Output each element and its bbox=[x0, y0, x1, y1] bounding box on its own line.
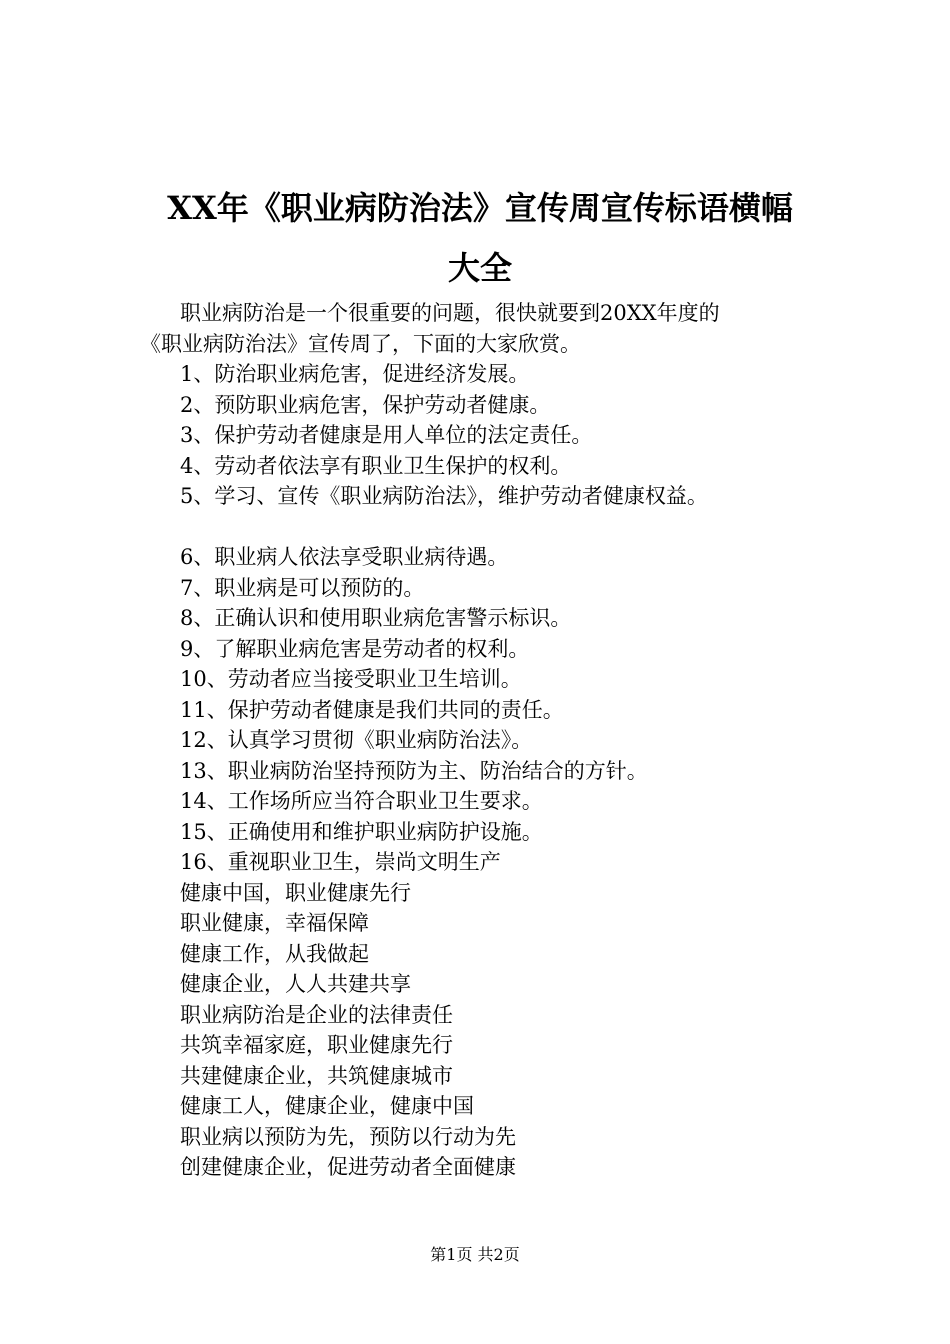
slogan-item: 职业健康，幸福保障 bbox=[180, 911, 369, 935]
slogan-item: 16、重视职业卫生，崇尚文明生产 bbox=[180, 850, 501, 874]
slogan-item: 创建健康企业，促进劳动者全面健康 bbox=[180, 1155, 516, 1179]
slogan-item: 3、保护劳动者健康是用人单位的法定责任。 bbox=[180, 423, 593, 447]
slogan-item: 14、工作场所应当符合职业卫生要求。 bbox=[180, 789, 543, 813]
slogan-item: 12、认真学习贯彻《职业病防治法》。 bbox=[180, 728, 533, 752]
slogan-item: 6、职业病人依法享受职业病待遇。 bbox=[180, 545, 509, 569]
intro-paragraph-line2: 《职业病防治法》宣传周了，下面的大家欣赏。 bbox=[140, 331, 581, 356]
slogan-item: 5、学习、宣传《职业病防治法》，维护劳动者健康权益。 bbox=[180, 484, 708, 508]
slogan-item: 15、正确使用和维护职业病防护设施。 bbox=[180, 819, 543, 844]
slogan-item: 13、职业病防治坚持预防为主、防治结合的方针。 bbox=[180, 758, 648, 783]
slogan-item: 7、职业病是可以预防的。 bbox=[180, 575, 425, 600]
slogan-item: 10、劳动者应当接受职业卫生培训。 bbox=[180, 667, 522, 691]
slogan-item: 职业病防治是企业的法律责任 bbox=[180, 1002, 453, 1027]
slogan-item: 共筑幸福家庭，职业健康先行 bbox=[180, 1033, 453, 1057]
slogan-item: 11、保护劳动者健康是我们共同的责任。 bbox=[180, 697, 564, 722]
page-footer: 第1页 共2页 bbox=[430, 1245, 520, 1264]
slogan-item: 4、劳动者依法享有职业卫生保护的权利。 bbox=[180, 453, 572, 478]
slogan-item: 2、预防职业病危害，保护劳动者健康。 bbox=[180, 392, 551, 417]
slogan-item: 健康中国，职业健康先行 bbox=[180, 880, 411, 905]
slogan-item: 健康工作，从我做起 bbox=[180, 941, 369, 966]
slogan-item: 健康工人，健康企业，健康中国 bbox=[180, 1094, 474, 1118]
slogan-item: 健康企业，人人共建共享 bbox=[180, 972, 411, 996]
slogan-item: 9、了解职业病危害是劳动者的权利。 bbox=[180, 636, 530, 661]
intro-paragraph-line1: 职业病防治是一个很重要的问题，很快就要到20XX年度的 bbox=[180, 301, 720, 325]
slogan-item: 8、正确认识和使用职业病危害警示标识。 bbox=[180, 606, 572, 630]
paragraph-spacer bbox=[140, 512, 840, 543]
slogan-item: 共建健康企业，共筑健康城市 bbox=[180, 1063, 453, 1088]
slogan-item: 职业病以预防为先，预防以行动为先 bbox=[180, 1124, 516, 1149]
document-body bbox=[140, 298, 840, 1183]
document-title-line1: XX年《职业病防治法》宣传周宣传标语横幅 bbox=[167, 189, 793, 227]
slogan-item: 1、防治职业病危害，促进经济发展。 bbox=[180, 362, 530, 386]
document-title-line2: 大全 bbox=[447, 249, 512, 287]
